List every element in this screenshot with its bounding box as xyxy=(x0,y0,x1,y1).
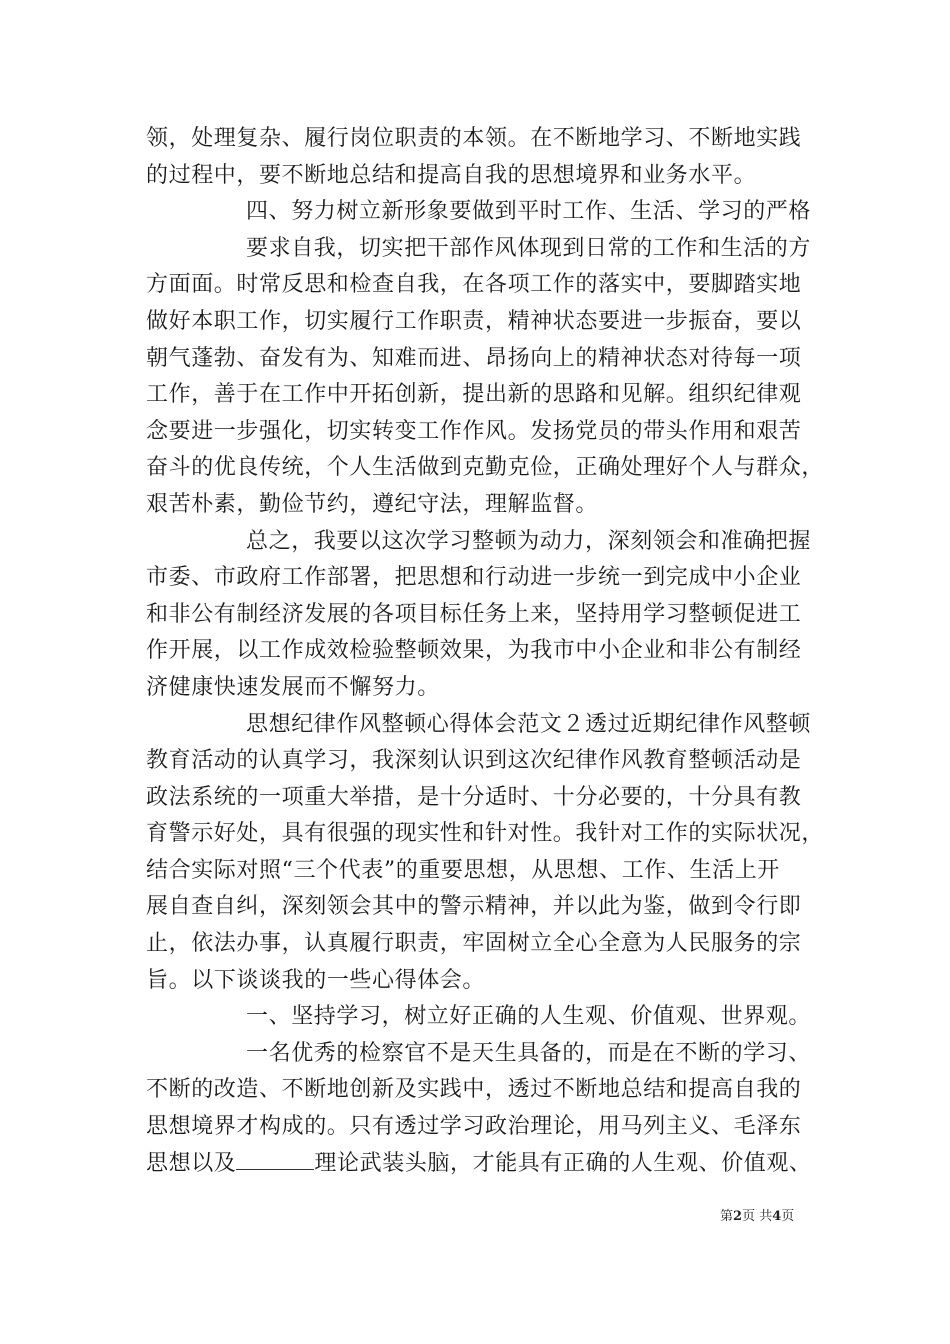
fill-in-blank xyxy=(236,1151,314,1170)
text-fragment: 思想以及 xyxy=(146,1150,237,1176)
text-fragment: 理论武装头脑，才能具有正确的人生观、价值观、 xyxy=(314,1150,812,1176)
text-line: 工作，善于在工作中开拓创新，提出新的思路和见解。组织纪律观 xyxy=(146,382,802,408)
text-line: 思想境界才构成的。只有透过学习政治理论，用马列主义、毛泽东 xyxy=(146,1114,802,1140)
text-line: 四、努力树立新形象要做到平时工作、生活、学习的严格 xyxy=(246,199,812,225)
text-line: 领，处理复杂、履行岗位职责的本领。在不断地学习、不断地实践 xyxy=(146,126,802,151)
text-line-with-blank xyxy=(146,1146,818,1183)
text-line: 总之，我要以这次学习整顿为动力，深刻领会和准确把握 xyxy=(246,528,812,554)
text-line: 要求自我，切实把干部作风体现到日常的工作和生活的方 xyxy=(246,235,812,261)
body-text xyxy=(146,121,825,1182)
text-line: 济健康快速发展而不懈努力。 xyxy=(146,674,440,700)
text-line: 政法系统的一项重大举措，是十分适时、十分必要的，十分具有教 xyxy=(146,784,802,810)
text-line: 结合实际对照“三个代表”的重要思想，从思想、工作、生活上开 xyxy=(146,857,780,883)
current-page-number: 2 xyxy=(733,1209,743,1224)
text-line: 的过程中，要不断地总结和提高自我的思想境界和业务水平。 xyxy=(146,162,757,188)
footer-suffix: 页 xyxy=(781,1209,795,1224)
text-line: 一名优秀的检察官不是天生具备的，而是在不断的学习、 xyxy=(246,1040,812,1066)
text-line: 奋斗的优良传统，个人生活做到克勤克俭，正确处理好个人与群众， xyxy=(146,455,825,481)
text-line: 念要进一步强化，切实转变工作作风。发扬党员的带头作用和艰苦 xyxy=(146,418,802,444)
footer-prefix: 第 xyxy=(720,1209,734,1224)
text-line: 教育活动的认真学习，我深刻认识到这次纪律作风教育整顿活动是 xyxy=(146,748,802,774)
text-line: 思想纪律作风整顿心得体会范文２透过近期纪律作风整顿 xyxy=(246,711,812,737)
text-line: 朝气蓬勃、奋发有为、知难而进、昂扬向上的精神状态对待每一项 xyxy=(146,345,802,371)
text-line: 艰苦朴素，勤俭节约，遵纪守法，理解监督。 xyxy=(146,491,599,517)
text-line: 一、坚持学习，树立好正确的人生观、价值观、世界观。 xyxy=(246,1004,812,1030)
text-line: 育警示好处，具有很强的现实性和针对性。我针对工作的实际状况， xyxy=(146,821,825,847)
text-line: 不断的改造、不断地创新及实践中，透过不断地总结和提高自我的 xyxy=(146,1077,802,1103)
text-line: 止，依法办事，认真履行职责，牢固树立全心全意为人民服务的宗 xyxy=(146,931,802,957)
text-line: 和非公有制经济发展的各项目标任务上来，坚持用学习整顿促进工 xyxy=(146,601,802,627)
text-line: 市委、市政府工作部署，把思想和行动进一步统一到完成中小企业 xyxy=(146,565,802,591)
total-page-number: 4 xyxy=(772,1209,782,1224)
text-line: 展自查自纠，深刻领会其中的警示精神，并以此为鉴，做到令行即 xyxy=(146,894,802,920)
page-number-footer xyxy=(720,1205,794,1224)
text-line: 作开展，以工作成效检验整顿效果，为我市中小企业和非公有制经 xyxy=(146,638,802,664)
footer-middle: 页 共 xyxy=(742,1209,773,1224)
text-line: 做好本职工作，切实履行工作职责，精神状态要进一步振奋，要以 xyxy=(146,308,802,334)
text-line: 旨。以下谈谈我的一些心得体会。 xyxy=(146,967,486,993)
text-line: 方面面。时常反思和检查自我，在各项工作的落实中，要脚踏实地 xyxy=(146,272,802,298)
